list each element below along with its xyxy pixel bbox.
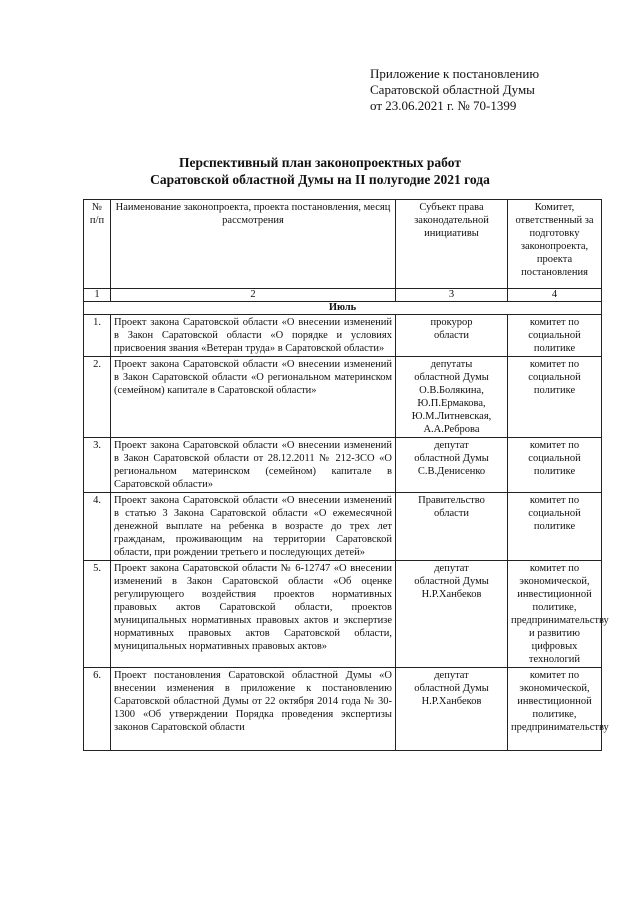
table-header-row (84, 200, 602, 289)
row-num: 1. (84, 315, 111, 357)
title-line-1: Перспективный план законопроектных работ (179, 155, 461, 170)
row-committee: комитет по социальной политике (508, 493, 602, 561)
title-line-2: Саратовской областной Думы на II полугодие 2021 года (150, 172, 490, 187)
annex-line-1: Приложение к постановлению (370, 66, 540, 81)
table-row (84, 357, 602, 438)
table-row (84, 561, 602, 668)
plan-table (83, 199, 609, 751)
colnum-1: 1 (84, 289, 111, 302)
table-row (84, 315, 602, 357)
row-name: Проект постановления Саратовской областной Думы «О внесении изменения в приложение к постановлению Саратовской областной Думы от 22 октября 2014 года № 30-1300 «Об утверждении Порядка проведения экспертизы законов Саратовской области (114, 670, 392, 733)
month-row (84, 302, 602, 315)
table-row (84, 493, 602, 561)
header-committee: Комитет, ответственный за подготовку законопроекта, проекта постановления (508, 200, 602, 289)
annex-block (370, 66, 539, 114)
table-row (84, 668, 602, 751)
colnum-4: 4 (508, 289, 602, 302)
row-name: Проект закона Саратовской области «О внесении изменений в статью 3 Закона Саратовской области «О ежемесячной денежной выплате на ребенка в возрасте до трех лет гражданам, проживающим на территории Саратовской области, при рождении третьего и последующих детей» (111, 493, 396, 561)
row-num: 5. (84, 561, 111, 668)
header-subject: Субъект права законодательной инициативы (396, 200, 508, 289)
row-num: 4. (84, 493, 111, 561)
row-subject: прокурор области (396, 315, 508, 357)
row-subject: Правительство области (396, 493, 508, 561)
row-name: Проект закона Саратовской области «О внесении изменений в Закон Саратовской области «О порядке и условиях присвоения звания «Ветеран труда» в Саратовской области» (111, 315, 396, 357)
row-subject: депутаты областной Думы О.В.Болякина, Ю.П.Ермакова, Ю.М.Литневская, А.А.Реброва (396, 357, 508, 438)
row-committee: комитет по социальной политике (508, 315, 602, 357)
colnum-3: 3 (396, 289, 508, 302)
row-name: Проект закона Саратовской области № 6-12747 «О внесении изменений в Закон Саратовской области «Об оценке регулирующего воздействия проектов нормативных правовых актов Саратовской области, проектов муниципальных нормативных правовых актов и экспертизе нормативных правовых актов Саратовской области, муниципальных нормативных правовых актов» (111, 561, 396, 668)
annex-line-3: от 23.06.2021 г. № 70-1399 (370, 98, 517, 113)
header-name: Наименование законопроекта, проекта постановления, месяц рассмотрения (111, 200, 396, 289)
annex-line-2: Саратовской областной Думы (370, 82, 535, 97)
row-committee: комитет по социальной политике (508, 438, 602, 493)
row-subject: депутат областной Думы Н.Р.Ханбеков (396, 561, 508, 668)
row-name: Проект закона Саратовской области «О внесении изменений в Закон Саратовской области от 28.12.2011 № 212-ЗСО «О региональном материнском (семейном) капитале в Саратовской области» (111, 438, 396, 493)
row-committee: комитет по экономической, инвестиционной политике, предпринимательству (511, 670, 609, 733)
column-numbers-row (84, 289, 602, 302)
header-num: № п/п (84, 200, 111, 289)
row-name: Проект закона Саратовской области «О внесении изменений в Закон Саратовской области «О региональном материнском (семейном) капитале в Саратовской области» (111, 357, 396, 438)
row-subject: депутат областной Думы С.В.Денисенко (396, 438, 508, 493)
row-num: 2. (84, 357, 111, 438)
row-num: 3. (84, 438, 111, 493)
colnum-2: 2 (111, 289, 396, 302)
document-title (0, 154, 640, 188)
row-subject: депутат областной Думы Н.Р.Ханбеков (396, 668, 508, 751)
row-num: 6. (84, 668, 111, 751)
month-label: Июль (84, 302, 602, 315)
table-row (84, 438, 602, 493)
row-committee: комитет по социальной политике (508, 357, 602, 438)
row-committee: комитет по экономической, инвестиционной политике, предпринимательству и развитию цифровых технологий (508, 561, 602, 668)
